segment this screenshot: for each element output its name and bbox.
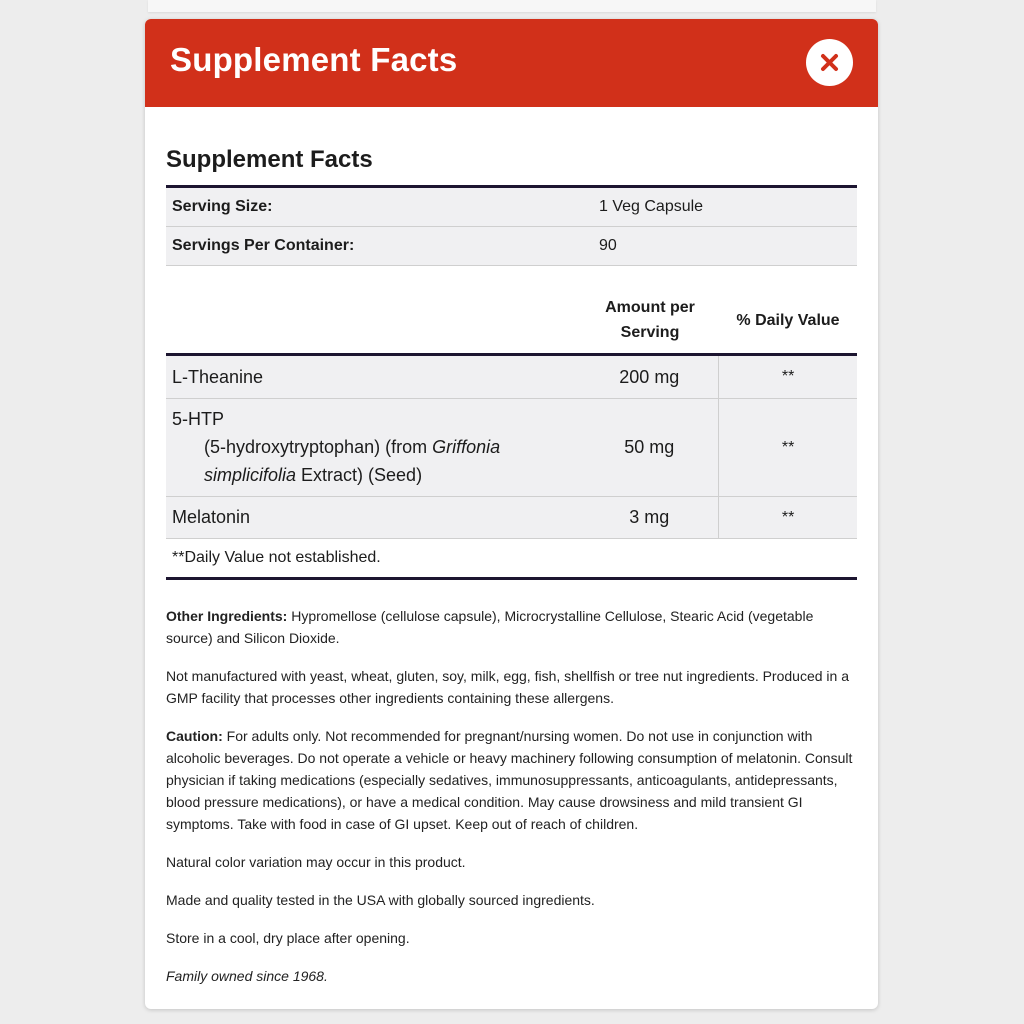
serving-size-label: Serving Size:	[172, 198, 273, 215]
allergen-statement: Not manufactured with yeast, wheat, gluten, soy, milk, egg, fish, shellfish or tree nut ingredients. Produced in a GMP facility that processes other ingredients containing these allergens.	[166, 668, 849, 706]
nutrient-name: Melatonin	[172, 507, 251, 527]
nutrient-daily-value: **	[781, 438, 795, 456]
servings-per-container-row	[166, 227, 857, 265]
nutrient-daily-value: **	[781, 368, 795, 385]
serving-size-value: 1 Veg Capsule	[599, 198, 704, 215]
storage-statement: Store in a cool, dry place after opening.	[166, 930, 410, 946]
modal-body	[166, 137, 857, 987]
other-ingredients-label: Other Ingredients:	[166, 608, 288, 624]
daily-value-note: **Daily Value not established.	[172, 549, 381, 566]
nutrient-name: 5-HTP	[172, 409, 225, 429]
color-variation-note: Natural color variation may occur in this product.	[166, 854, 466, 870]
family-owned-statement: Family owned since 1968.	[166, 968, 328, 984]
nutrient-detail-species: simplicifolia	[204, 465, 297, 485]
facts-heading: Supplement Facts	[166, 146, 373, 173]
nutrient-row-l-theanine	[166, 356, 857, 399]
nutrient-daily-value: **	[781, 508, 795, 526]
caution-text: For adults only. Not recommended for pregnant/nursing women. Do not use in conjunction with alcoholic beverages. Do not operate a vehicle or heavy machinery following consumption of melatonin. Consult physician if taking medications (especially sedatives, immunosuppressants, anticoagulants, antidepressants, blood pressure medications), or have a medical condition. May cause drowsiness and mild transient GI symptoms. Take with food in case of GI upset. Keep out of reach of children.	[166, 728, 853, 832]
servings-per-container-value: 90	[599, 237, 617, 254]
caution-statement	[166, 725, 857, 835]
modal-title: Supplement Facts	[170, 41, 458, 78]
nutrient-amount: 3 mg	[580, 497, 719, 538]
column-header-amount	[581, 295, 719, 345]
nutrient-name: L-Theanine	[172, 367, 264, 387]
other-ingredients	[166, 605, 857, 649]
nutrient-detail	[172, 433, 580, 489]
divider	[166, 577, 857, 580]
other-ingredients-text: Hypromellose (cellulose capsule), Microcrystalline Cellulose, Stearic Acid (vegetable source) and Silicon Dioxide.	[166, 608, 814, 646]
column-header-daily-value: % Daily Value	[736, 312, 840, 329]
nutrient-detail-genus: Griffonia	[432, 437, 501, 457]
background-panel-edge	[148, 0, 876, 12]
nutrient-amount: 50 mg	[580, 399, 719, 496]
supplement-facts-modal	[145, 19, 878, 1009]
modal-header	[145, 19, 878, 107]
close-button[interactable]	[806, 39, 853, 86]
close-icon	[820, 53, 839, 72]
nutrient-detail-suffix: Extract) (Seed)	[296, 465, 423, 485]
nutrient-detail-prefix: (5-hydroxytryptophan) (from	[204, 437, 433, 457]
column-header-row	[166, 267, 857, 353]
nutrient-name-block	[166, 399, 580, 496]
column-header-amount-line2: Serving	[620, 324, 680, 341]
nutrient-row-melatonin	[166, 497, 857, 539]
divider	[166, 265, 857, 266]
nutrient-row-5-htp	[166, 399, 857, 497]
servings-per-container-label: Servings Per Container:	[172, 237, 355, 254]
nutrient-amount: 200 mg	[580, 356, 719, 398]
column-header-amount-line1: Amount per	[605, 299, 695, 316]
made-in-statement: Made and quality tested in the USA with globally sourced ingredients.	[166, 892, 595, 908]
serving-size-row	[166, 188, 857, 226]
caution-label: Caution:	[166, 728, 223, 744]
